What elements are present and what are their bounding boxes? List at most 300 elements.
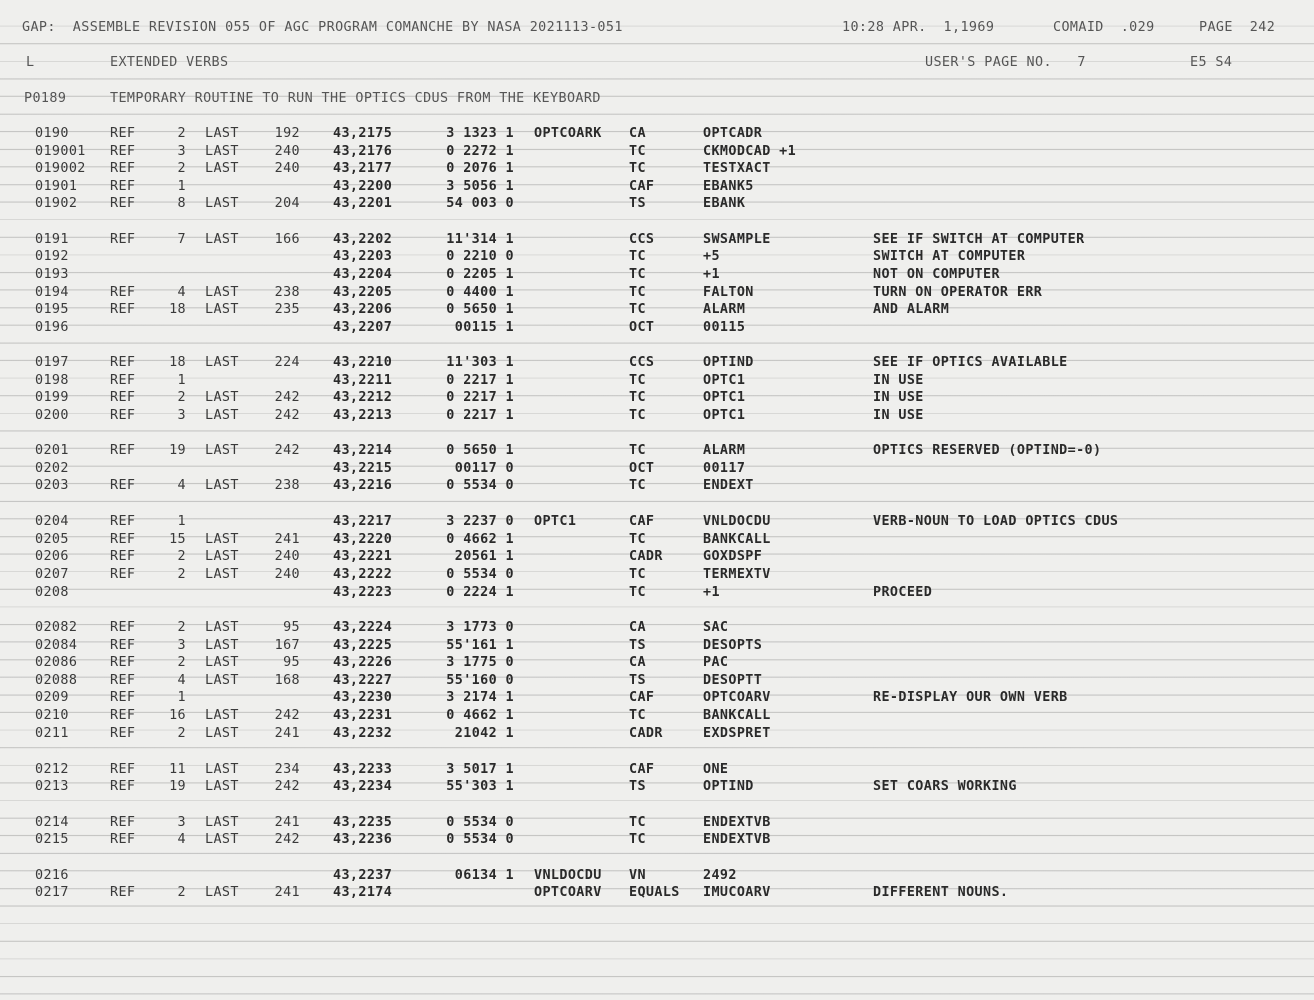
comaid-label: COMAID .029 bbox=[1053, 20, 1155, 35]
ref-label: REF bbox=[110, 673, 136, 688]
last-number: 242 bbox=[274, 832, 300, 847]
opcode: TC bbox=[629, 585, 646, 600]
ref-count: 16 bbox=[169, 708, 186, 723]
octal-code: 0 2217 1 bbox=[446, 373, 514, 388]
ref-count: 2 bbox=[177, 655, 186, 670]
last-label: LAST bbox=[205, 567, 239, 582]
ref-count: 18 bbox=[169, 355, 186, 370]
operand: TERMEXTV bbox=[703, 567, 771, 582]
address: 43,2176 bbox=[333, 144, 393, 159]
ref-count: 4 bbox=[177, 673, 186, 688]
last-label: LAST bbox=[205, 443, 239, 458]
address: 43,2222 bbox=[333, 567, 393, 582]
ref-label: REF bbox=[110, 196, 136, 211]
address: 43,2231 bbox=[333, 708, 393, 723]
ref-label: REF bbox=[110, 302, 136, 317]
address: 43,2225 bbox=[333, 638, 393, 653]
operand: SWSAMPLE bbox=[703, 232, 771, 247]
line-number: 0198 bbox=[35, 373, 69, 388]
opcode: OCT bbox=[629, 461, 655, 476]
operand: ALARM bbox=[703, 443, 746, 458]
ref-label: REF bbox=[110, 478, 136, 493]
octal-code: 0 5534 0 bbox=[446, 832, 514, 847]
octal-code: 3 2237 0 bbox=[446, 514, 514, 529]
ref-count: 8 bbox=[177, 196, 186, 211]
address: 43,2210 bbox=[333, 355, 393, 370]
operand: TESTXACT bbox=[703, 161, 771, 176]
comment: IN USE bbox=[873, 373, 924, 388]
ref-label: REF bbox=[110, 620, 136, 635]
ref-count: 2 bbox=[177, 567, 186, 582]
octal-code: 0 4400 1 bbox=[446, 285, 514, 300]
last-label: LAST bbox=[205, 620, 239, 635]
octal-code: 0 2272 1 bbox=[446, 144, 514, 159]
octal-code: 0 2217 1 bbox=[446, 390, 514, 405]
last-number: 192 bbox=[274, 126, 300, 141]
octal-code: 00117 0 bbox=[454, 461, 514, 476]
address: 43,2224 bbox=[333, 620, 393, 635]
line-number: 0195 bbox=[35, 302, 69, 317]
last-label: LAST bbox=[205, 549, 239, 564]
symbol-label: VNLDOCDU bbox=[534, 868, 602, 883]
ref-label: REF bbox=[110, 443, 136, 458]
ref-label: REF bbox=[110, 144, 136, 159]
operand: CKMODCAD +1 bbox=[703, 144, 797, 159]
last-label: LAST bbox=[205, 815, 239, 830]
ref-label: REF bbox=[110, 655, 136, 670]
opcode: OCT bbox=[629, 320, 655, 335]
opcode: TS bbox=[629, 638, 646, 653]
octal-code: 0 2076 1 bbox=[446, 161, 514, 176]
line-number: 02086 bbox=[35, 655, 78, 670]
opcode: TC bbox=[629, 267, 646, 282]
line-number: 0207 bbox=[35, 567, 69, 582]
operand: EBANK5 bbox=[703, 179, 754, 194]
ref-count: 3 bbox=[177, 638, 186, 653]
ref-count: 18 bbox=[169, 302, 186, 317]
opcode: TC bbox=[629, 161, 646, 176]
ref-label: REF bbox=[110, 726, 136, 741]
line-number: 0208 bbox=[35, 585, 69, 600]
ref-label: REF bbox=[110, 355, 136, 370]
last-number: 242 bbox=[274, 443, 300, 458]
address: 43,2235 bbox=[333, 815, 393, 830]
operand: OPTC1 bbox=[703, 390, 746, 405]
operand: EBANK bbox=[703, 196, 746, 211]
opcode: TC bbox=[629, 144, 646, 159]
ref-count: 3 bbox=[177, 815, 186, 830]
opcode: VN bbox=[629, 868, 646, 883]
address: 43,2205 bbox=[333, 285, 393, 300]
line-number: 0201 bbox=[35, 443, 69, 458]
last-number: 242 bbox=[274, 390, 300, 405]
last-label: LAST bbox=[205, 478, 239, 493]
last-number: 204 bbox=[274, 196, 300, 211]
line-number: 02088 bbox=[35, 673, 78, 688]
octal-code: 0 2217 1 bbox=[446, 408, 514, 423]
last-label: LAST bbox=[205, 144, 239, 159]
address: 43,2207 bbox=[333, 320, 393, 335]
line-number: 0215 bbox=[35, 832, 69, 847]
ref-label: REF bbox=[110, 885, 136, 900]
line-number: 0205 bbox=[35, 532, 69, 547]
opcode: CA bbox=[629, 126, 646, 141]
comment: DIFFERENT NOUNS. bbox=[873, 885, 1009, 900]
octal-code: 0 4662 1 bbox=[446, 708, 514, 723]
octal-code: 55'303 1 bbox=[446, 779, 514, 794]
ref-count: 1 bbox=[177, 179, 186, 194]
comment: PROCEED bbox=[873, 585, 933, 600]
address: 43,2204 bbox=[333, 267, 393, 282]
operand: BANKCALL bbox=[703, 708, 771, 723]
address: 43,2174 bbox=[333, 885, 393, 900]
octal-code: 00115 1 bbox=[454, 320, 514, 335]
ref-count: 15 bbox=[169, 532, 186, 547]
address: 43,2213 bbox=[333, 408, 393, 423]
last-label: LAST bbox=[205, 708, 239, 723]
ref-label: REF bbox=[110, 708, 136, 723]
last-label: LAST bbox=[205, 196, 239, 211]
octal-code: 0 2205 1 bbox=[446, 267, 514, 282]
ref-count: 19 bbox=[169, 779, 186, 794]
last-label: LAST bbox=[205, 532, 239, 547]
operand: OPTC1 bbox=[703, 408, 746, 423]
operand: FALTON bbox=[703, 285, 754, 300]
ref-count: 4 bbox=[177, 285, 186, 300]
opcode: CA bbox=[629, 655, 646, 670]
opcode: TS bbox=[629, 196, 646, 211]
last-number: 95 bbox=[283, 655, 300, 670]
last-number: 224 bbox=[274, 355, 300, 370]
ref-count: 2 bbox=[177, 126, 186, 141]
opcode: CAF bbox=[629, 690, 655, 705]
ref-label: REF bbox=[110, 638, 136, 653]
subheader-line bbox=[0, 54, 1233, 72]
last-label: LAST bbox=[205, 232, 239, 247]
address: 43,2201 bbox=[333, 196, 393, 211]
opcode: TC bbox=[629, 815, 646, 830]
opcode: CAF bbox=[629, 179, 655, 194]
ref-label: REF bbox=[110, 815, 136, 830]
ref-count: 1 bbox=[177, 690, 186, 705]
operand: 2492 bbox=[703, 868, 737, 883]
last-number: 241 bbox=[274, 532, 300, 547]
line-number: 0210 bbox=[35, 708, 69, 723]
operand: ENDEXTVB bbox=[703, 832, 771, 847]
opcode: TC bbox=[629, 443, 646, 458]
opcode: TC bbox=[629, 373, 646, 388]
ref-label: REF bbox=[110, 532, 136, 547]
address: 43,2175 bbox=[333, 126, 393, 141]
address: 43,2212 bbox=[333, 390, 393, 405]
last-number: 240 bbox=[274, 144, 300, 159]
last-label: LAST bbox=[205, 655, 239, 670]
octal-code: 55'160 0 bbox=[446, 673, 514, 688]
last-number: 242 bbox=[274, 408, 300, 423]
octal-code: 0 5534 0 bbox=[446, 478, 514, 493]
line-number: 0206 bbox=[35, 549, 69, 564]
last-number: 241 bbox=[274, 815, 300, 830]
operand: 00117 bbox=[703, 461, 746, 476]
ref-count: 2 bbox=[177, 726, 186, 741]
octal-code: 0 4662 1 bbox=[446, 532, 514, 547]
octal-code: 3 1773 0 bbox=[446, 620, 514, 635]
ref-label: REF bbox=[110, 779, 136, 794]
comment: SET COARS WORKING bbox=[873, 779, 1017, 794]
operand: OPTCOARV bbox=[703, 690, 771, 705]
opcode: TC bbox=[629, 567, 646, 582]
last-label: LAST bbox=[205, 638, 239, 653]
ref-label: REF bbox=[110, 179, 136, 194]
line-number: 019001 bbox=[35, 144, 86, 159]
ref-count: 7 bbox=[177, 232, 186, 247]
last-number: 240 bbox=[274, 567, 300, 582]
operand: ONE bbox=[703, 762, 729, 777]
last-label: LAST bbox=[205, 779, 239, 794]
last-label: LAST bbox=[205, 161, 239, 176]
last-number: 238 bbox=[274, 285, 300, 300]
symbol-label: OPTCOARK bbox=[534, 126, 602, 141]
octal-code: 21042 1 bbox=[454, 726, 514, 741]
comment: NOT ON COMPUTER bbox=[873, 267, 1000, 282]
line-number: 0190 bbox=[35, 126, 69, 141]
address: 43,2233 bbox=[333, 762, 393, 777]
line-number: 0193 bbox=[35, 267, 69, 282]
operand: ENDEXTVB bbox=[703, 815, 771, 830]
listing-timestamp: 10:28 APR. 1,1969 bbox=[842, 20, 995, 35]
address: 43,2236 bbox=[333, 832, 393, 847]
operand: IMUCOARV bbox=[703, 885, 771, 900]
ref-label: REF bbox=[110, 373, 136, 388]
address: 43,2203 bbox=[333, 249, 393, 264]
ref-label: REF bbox=[110, 762, 136, 777]
ref-count: 2 bbox=[177, 620, 186, 635]
ref-label: REF bbox=[110, 690, 136, 705]
comment: TURN ON OPERATOR ERR bbox=[873, 285, 1043, 300]
symbol-label: OPTC1 bbox=[534, 514, 577, 529]
line-number: 0192 bbox=[35, 249, 69, 264]
last-label: LAST bbox=[205, 885, 239, 900]
address: 43,2230 bbox=[333, 690, 393, 705]
comment: OPTICS RESERVED (OPTIND=-0) bbox=[873, 443, 1102, 458]
opcode: CAF bbox=[629, 762, 655, 777]
listing-title: GAP: ASSEMBLE REVISION 055 OF AGC PROGRAM COMANCHE BY NASA 2021113-051 bbox=[22, 20, 623, 35]
opcode: TC bbox=[629, 285, 646, 300]
last-label: LAST bbox=[205, 408, 239, 423]
ref-label: REF bbox=[110, 390, 136, 405]
last-label: LAST bbox=[205, 673, 239, 688]
operand: BANKCALL bbox=[703, 532, 771, 547]
comment: VERB-NOUN TO LOAD OPTICS CDUS bbox=[873, 514, 1119, 529]
operand: DESOPTS bbox=[703, 638, 763, 653]
octal-code: 11'303 1 bbox=[446, 355, 514, 370]
last-label: LAST bbox=[205, 285, 239, 300]
last-label: LAST bbox=[205, 726, 239, 741]
ref-label: REF bbox=[110, 567, 136, 582]
line-number: 01901 bbox=[35, 179, 78, 194]
ref-label: REF bbox=[110, 514, 136, 529]
comment: SEE IF SWITCH AT COMPUTER bbox=[873, 232, 1085, 247]
operand: OPTIND bbox=[703, 355, 754, 370]
line-number: 0200 bbox=[35, 408, 69, 423]
symbol-label: OPTCOARV bbox=[534, 885, 602, 900]
last-number: 241 bbox=[274, 726, 300, 741]
address: 43,2211 bbox=[333, 373, 393, 388]
octal-code: 0 5650 1 bbox=[446, 302, 514, 317]
last-label: LAST bbox=[205, 762, 239, 777]
last-number: 95 bbox=[283, 620, 300, 635]
ref-count: 2 bbox=[177, 161, 186, 176]
line-number: 0212 bbox=[35, 762, 69, 777]
address: 43,2237 bbox=[333, 868, 393, 883]
address: 43,2226 bbox=[333, 655, 393, 670]
line-number: 0209 bbox=[35, 690, 69, 705]
last-number: 234 bbox=[274, 762, 300, 777]
line-number: 019002 bbox=[35, 161, 86, 176]
opcode: CA bbox=[629, 620, 646, 635]
octal-code: 0 5534 0 bbox=[446, 815, 514, 830]
octal-code: 11'314 1 bbox=[446, 232, 514, 247]
page-note-line bbox=[0, 90, 601, 108]
address: 43,2223 bbox=[333, 585, 393, 600]
last-number: 240 bbox=[274, 161, 300, 176]
address: 43,2215 bbox=[333, 461, 393, 476]
section-title: EXTENDED VERBS bbox=[110, 55, 229, 70]
line-number: 0211 bbox=[35, 726, 69, 741]
last-number: 241 bbox=[274, 885, 300, 900]
line-number: 0202 bbox=[35, 461, 69, 476]
ref-count: 4 bbox=[177, 478, 186, 493]
octal-code: 0 2224 1 bbox=[446, 585, 514, 600]
octal-code: 3 1323 1 bbox=[446, 126, 514, 141]
ref-count: 2 bbox=[177, 549, 186, 564]
line-number: 0199 bbox=[35, 390, 69, 405]
line-number: 02082 bbox=[35, 620, 78, 635]
ref-count: 19 bbox=[169, 443, 186, 458]
address: 43,2202 bbox=[333, 232, 393, 247]
opcode: EQUALS bbox=[629, 885, 680, 900]
users-page-number: USER'S PAGE NO. 7 bbox=[925, 55, 1086, 70]
ref-count: 4 bbox=[177, 832, 186, 847]
operand: OPTIND bbox=[703, 779, 754, 794]
operand: OPTC1 bbox=[703, 373, 746, 388]
opcode: CADR bbox=[629, 726, 663, 741]
ref-count: 1 bbox=[177, 373, 186, 388]
operand: VNLDOCDU bbox=[703, 514, 771, 529]
octal-code: 3 1775 0 bbox=[446, 655, 514, 670]
last-label: LAST bbox=[205, 302, 239, 317]
address: 43,2206 bbox=[333, 302, 393, 317]
octal-code: 54 003 0 bbox=[446, 196, 514, 211]
address: 43,2221 bbox=[333, 549, 393, 564]
last-number: 242 bbox=[274, 708, 300, 723]
last-number: 168 bbox=[274, 673, 300, 688]
ref-label: REF bbox=[110, 408, 136, 423]
octal-code: 0 5650 1 bbox=[446, 443, 514, 458]
operand: EXDSPRET bbox=[703, 726, 771, 741]
line-number: 0196 bbox=[35, 320, 69, 335]
operand: +5 bbox=[703, 249, 720, 264]
listing-marker: L bbox=[26, 55, 35, 70]
line-number: 01902 bbox=[35, 196, 78, 211]
page-note-id: P0189 bbox=[24, 91, 67, 106]
octal-code: 3 5017 1 bbox=[446, 762, 514, 777]
address: 43,2220 bbox=[333, 532, 393, 547]
operand: +1 bbox=[703, 267, 720, 282]
page-note-text: TEMPORARY ROUTINE TO RUN THE OPTICS CDUS FROM THE KEYBOARD bbox=[110, 91, 601, 106]
octal-code: 0 2210 0 bbox=[446, 249, 514, 264]
address: 43,2177 bbox=[333, 161, 393, 176]
last-number: 240 bbox=[274, 549, 300, 564]
line-number: 02084 bbox=[35, 638, 78, 653]
address: 43,2232 bbox=[333, 726, 393, 741]
last-label: LAST bbox=[205, 126, 239, 141]
address: 43,2234 bbox=[333, 779, 393, 794]
ref-label: REF bbox=[110, 285, 136, 300]
last-number: 166 bbox=[274, 232, 300, 247]
opcode: TS bbox=[629, 779, 646, 794]
octal-code: 20561 1 bbox=[454, 549, 514, 564]
address: 43,2200 bbox=[333, 179, 393, 194]
operand: ALARM bbox=[703, 302, 746, 317]
comment: RE-DISPLAY OUR OWN VERB bbox=[873, 690, 1068, 705]
line-number: 0194 bbox=[35, 285, 69, 300]
operand: GOXDSPF bbox=[703, 549, 763, 564]
ref-label: REF bbox=[110, 832, 136, 847]
comment: SWITCH AT COMPUTER bbox=[873, 249, 1026, 264]
opcode: CCS bbox=[629, 355, 655, 370]
line-number: 0214 bbox=[35, 815, 69, 830]
ref-count: 1 bbox=[177, 514, 186, 529]
last-label: LAST bbox=[205, 355, 239, 370]
ref-count: 11 bbox=[169, 762, 186, 777]
operand: PAC bbox=[703, 655, 729, 670]
opcode: TC bbox=[629, 302, 646, 317]
opcode: TC bbox=[629, 478, 646, 493]
address: 43,2216 bbox=[333, 478, 393, 493]
octal-code: 0 5534 0 bbox=[446, 567, 514, 582]
line-number: 0213 bbox=[35, 779, 69, 794]
comment: SEE IF OPTICS AVAILABLE bbox=[873, 355, 1068, 370]
comment: AND ALARM bbox=[873, 302, 950, 317]
line-number: 0216 bbox=[35, 868, 69, 883]
page-number: PAGE 242 bbox=[1199, 20, 1276, 35]
last-label: LAST bbox=[205, 832, 239, 847]
last-number: 242 bbox=[274, 779, 300, 794]
line-number: 0217 bbox=[35, 885, 69, 900]
last-number: 235 bbox=[274, 302, 300, 317]
octal-code: 06134 1 bbox=[454, 868, 514, 883]
ref-label: REF bbox=[110, 126, 136, 141]
opcode: TC bbox=[629, 532, 646, 547]
ref-label: REF bbox=[110, 549, 136, 564]
address: 43,2227 bbox=[333, 673, 393, 688]
octal-code: 55'161 1 bbox=[446, 638, 514, 653]
opcode: TC bbox=[629, 832, 646, 847]
comment: IN USE bbox=[873, 390, 924, 405]
ref-count: 3 bbox=[177, 144, 186, 159]
ref-label: REF bbox=[110, 232, 136, 247]
opcode: CCS bbox=[629, 232, 655, 247]
operand: +1 bbox=[703, 585, 720, 600]
opcode: TC bbox=[629, 390, 646, 405]
last-number: 167 bbox=[274, 638, 300, 653]
ref-count: 2 bbox=[177, 390, 186, 405]
operand: OPTCADR bbox=[703, 126, 763, 141]
ref-count: 2 bbox=[177, 885, 186, 900]
last-number: 238 bbox=[274, 478, 300, 493]
opcode: CADR bbox=[629, 549, 663, 564]
